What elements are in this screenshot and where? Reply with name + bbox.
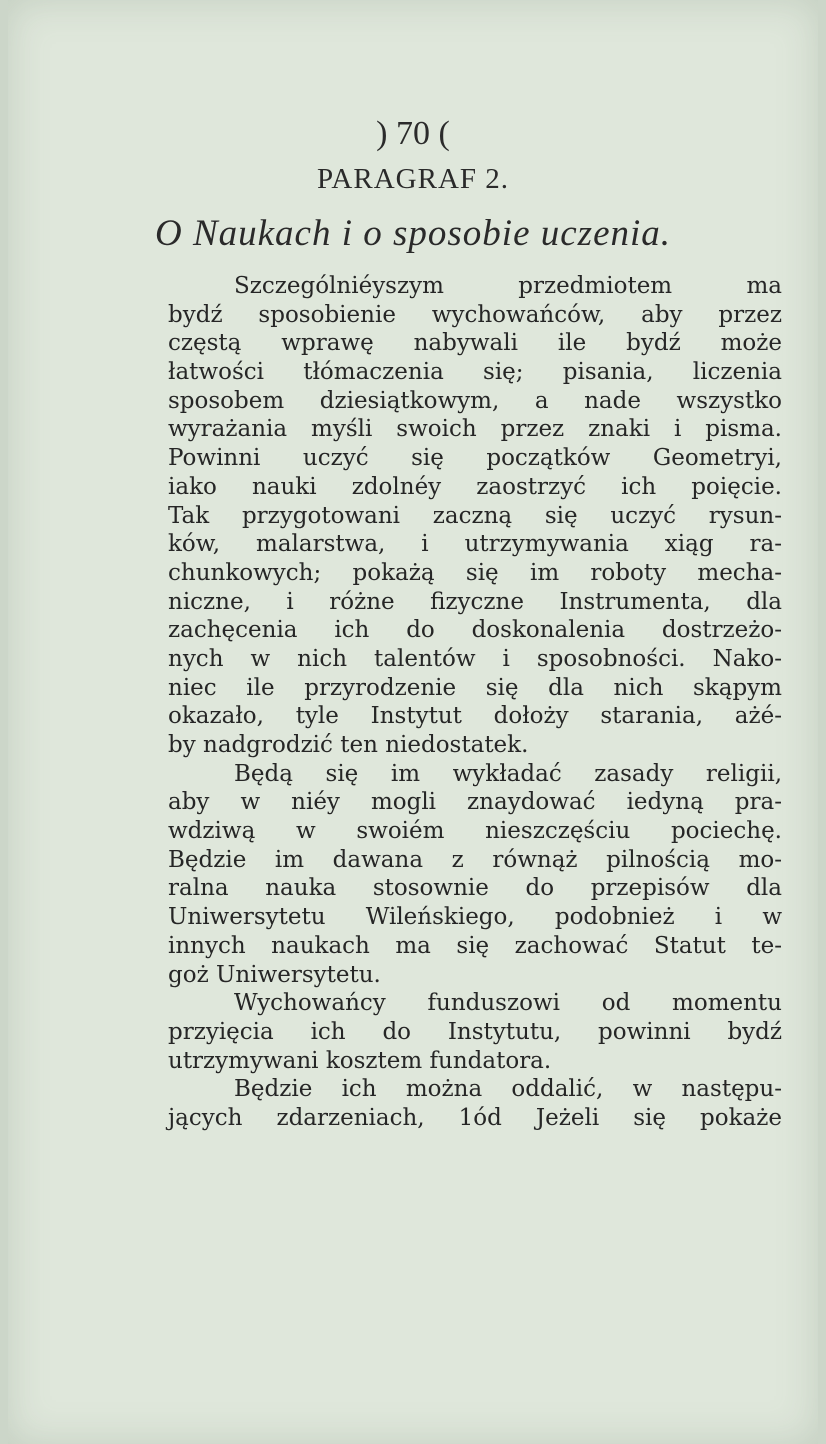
- text-line: ków, malarstwa, i utrzymywania xiąg ra-: [168, 531, 782, 558]
- text-line: wdziwą w swoiém nieszczęściu pociechę.: [168, 818, 782, 845]
- text-line: iako nauki zdolnéy zaostrzyć ich poięcie.: [168, 473, 782, 500]
- text-line: jących zdarzeniach, 1ód Jeżeli się pokaże: [168, 1104, 782, 1131]
- text-line: Tak przygotowani zaczną się uczyć rysun-: [168, 502, 782, 529]
- text-line: niec ile przyrodzenie się dla nich skąpym: [168, 674, 782, 701]
- text-line: Będą się im wykładać zasady religii,: [234, 760, 782, 787]
- text-line: Powinni uczyć się początków Geometryi,: [168, 445, 782, 472]
- text-line: Wychowańcy funduszowi od momentu: [234, 990, 782, 1017]
- text-line: okazało, tyle Instytut dołoży starania, ażé-: [168, 703, 782, 730]
- text-line: bydź sposobienie wychowańców, aby przez: [168, 301, 782, 328]
- text-line: Będzie im dawana z równąż pilnością mo-: [168, 846, 782, 873]
- text-line: zachęcenia ich do doskonalenia dostrzeżo-: [168, 617, 782, 644]
- text-line: sposobem dziesiątkowym, a nade wszystko: [168, 387, 782, 414]
- text-line: Szczególniéyszym przedmiotem ma: [234, 273, 782, 299]
- text-line: Uniwersytetu Wileńskiego, podobnież i w: [168, 904, 782, 931]
- text-line: wyrażania myśli swoich przez znaki i pisma.: [168, 416, 782, 443]
- section-heading: PARAGRAF 2.: [316, 163, 510, 195]
- text-line: częstą wprawę nabywali ile bydź może: [168, 330, 782, 357]
- text-line: ralna nauka stosownie do przepisów dla: [168, 875, 782, 902]
- text-line: przyięcia ich do Instytutu, powinni bydź: [168, 1018, 782, 1045]
- text-line: Będzie ich można oddalić, w następu-: [234, 1076, 782, 1103]
- page-number: ) 70 (: [376, 115, 450, 152]
- text-line: innych naukach ma się zachować Statut te-: [168, 932, 782, 959]
- text-line: by nadgrodzić ten niedostatek.: [168, 732, 529, 758]
- section-title: O Naukach i o sposobie uczenia.: [154, 213, 672, 254]
- text-line: łatwości tłómaczenia się; pisania, liczenia: [168, 359, 782, 386]
- text-line: goż Uniwersytetu.: [168, 961, 381, 988]
- body-text: [168, 272, 782, 1133]
- text-line: utrzymywani kosztem fundatora.: [168, 1047, 552, 1074]
- text-line: nych w nich talentów i sposobności. Nako-: [168, 645, 782, 672]
- text-line: chunkowych; pokażą się im roboty mecha-: [168, 559, 782, 586]
- text-line: niczne, i różne fizyczne Instrumenta, dla: [168, 588, 782, 615]
- text-line: aby w niéy mogli znaydować iedyną pra-: [168, 789, 782, 816]
